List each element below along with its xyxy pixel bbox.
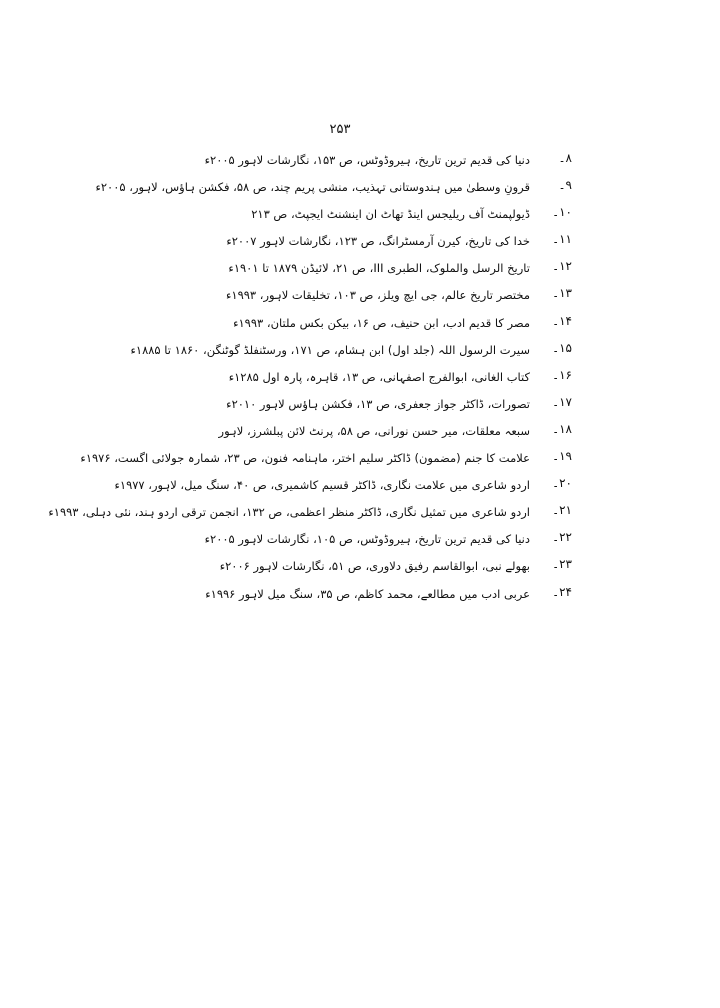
reference-text: دنیا کی قدیم ترین تاریخ، ہیروڈوٹس، ص ۱۵۳، نگارشات لاہور ۲۰۰۵ء (204, 153, 530, 167)
reference-text: سبعہ معلقات، میر حسن نورانی، ص ۵۸، پرنٹ لائن پبلشرز، لاہور (218, 423, 530, 438)
reference-text: ڈیولپمنٹ آف ریلیجس اینڈ تھاٹ ان اینشنٹ ایجپٹ، ص ۲۱۳ (251, 207, 530, 222)
reference-text: سیرت الرسول اللہ (جلد اول) ابن ہشام، ص ۱۷۱، ورسٹنفلڈ گوٹنگن، ۱۸۶۰ تا ۱۸۸۵ء (130, 342, 530, 357)
reference-item (0, 392, 720, 419)
reference-number: ۱۴۔ (552, 313, 572, 328)
reference-item (0, 419, 720, 446)
reference-item (0, 582, 720, 609)
reference-number: ۱۰۔ (552, 205, 572, 220)
reference-text: تصورات، ڈاکٹر جواز جعفری، ص ۱۳، فکشن ہاؤس لاہور ۲۰۱۰ء (226, 396, 530, 411)
reference-number: ۱۹۔ (552, 449, 572, 464)
reference-text: قرونِ وسطیٰ میں ہندوستانی تہذیب، منشی پریم چند، ص ۵۸، فکشن ہاؤس، لاہور، ۲۰۰۵ء (95, 180, 530, 195)
reference-item (0, 554, 720, 581)
reference-item (0, 527, 720, 554)
reference-text: علامت کا جنم (مضمون) ڈاکٹر سلیم اختر، ماہنامہ فنون، ص ۲۳، شمارہ جولائی اگست، ۱۹۷۶ء (80, 451, 530, 466)
reference-number: ۱۱۔ (552, 232, 572, 247)
reference-number: ۸۔ (558, 151, 572, 165)
reference-number: ۲۳۔ (552, 557, 572, 572)
reference-item (0, 365, 720, 392)
reference-number: ۲۴۔ (552, 584, 572, 599)
reference-number: ۱۲۔ (552, 259, 572, 274)
reference-number: ۱۶۔ (552, 367, 572, 382)
reference-item (0, 202, 720, 229)
page-number: ۲۵۳ (329, 122, 351, 137)
reference-item (0, 175, 720, 202)
reference-number: ۱۵۔ (552, 340, 572, 355)
reference-item (0, 148, 720, 175)
reference-number: ۲۲۔ (552, 530, 572, 545)
reference-text: خدا کی تاریخ، کیرن آرمسٹرانگ، ص ۱۲۳، نگارشات لاہور ۲۰۰۷ء (226, 234, 530, 249)
reference-item (0, 500, 720, 527)
reference-item (0, 311, 720, 338)
reference-text: تاریخ الرسل والملوک، الطبری III، ص ۲۱، لائیڈن ۱۸۷۹ تا ۱۹۰۱ء (228, 261, 530, 276)
reference-item (0, 229, 720, 256)
reference-item (0, 473, 720, 500)
reference-number: ۲۰۔ (552, 476, 572, 491)
reference-text: کتاب الغانی، ابوالفرج اصفہانی، ص ۱۳، قاہرہ، پارہ اول ۱۲۸۵ء (228, 369, 530, 384)
reference-number: ۹۔ (558, 178, 572, 193)
reference-number: ۱۳۔ (552, 286, 572, 301)
reference-text: مصر کا قدیم ادب، ابن حنیف، ص ۱۶، بیکن بکس ملتان، ۱۹۹۳ء (233, 315, 530, 330)
reference-text: عربی ادب میں مطالعے، محمد کاظم، ص ۳۵، سنگ میل لاہور ۱۹۹۶ء (205, 586, 530, 601)
reference-item (0, 338, 720, 365)
reference-text: اردو شاعری میں علامت نگاری، ڈاکٹر قسیم کاشمیری، ص ۴۰، سنگ میل، لاہور، ۱۹۷۷ء (114, 478, 530, 493)
reference-number: ۱۷۔ (552, 394, 572, 409)
reference-item (0, 283, 720, 310)
reference-item (0, 446, 720, 473)
reference-list (0, 148, 720, 609)
reference-number: ۲۱۔ (552, 503, 572, 518)
reference-number: ۱۸۔ (552, 421, 572, 436)
reference-text: مختصر تاریخ عالم، جی ایچ ویلز، ص ۱۰۳، تخلیقات لاہور، ۱۹۹۳ء (225, 288, 530, 303)
reference-text: اردو شاعری میں تمثیل نگاری، ڈاکٹر منظر اعظمی، ص ۱۳۲، انجمن ترقی اردو ہند، نئی دہلی، ۱۹۹۳ء (48, 505, 530, 520)
reference-text: بھولے نبی، ابوالقاسم رفیق دلاوری، ص ۵۱، نگارشات لاہور ۲۰۰۶ء (219, 559, 530, 574)
reference-item (0, 256, 720, 283)
reference-text: دنیا کی قدیم ترین تاریخ، ہیروڈوٹس، ص ۱۰۵، نگارشات لاہور ۲۰۰۵ء (204, 532, 530, 547)
